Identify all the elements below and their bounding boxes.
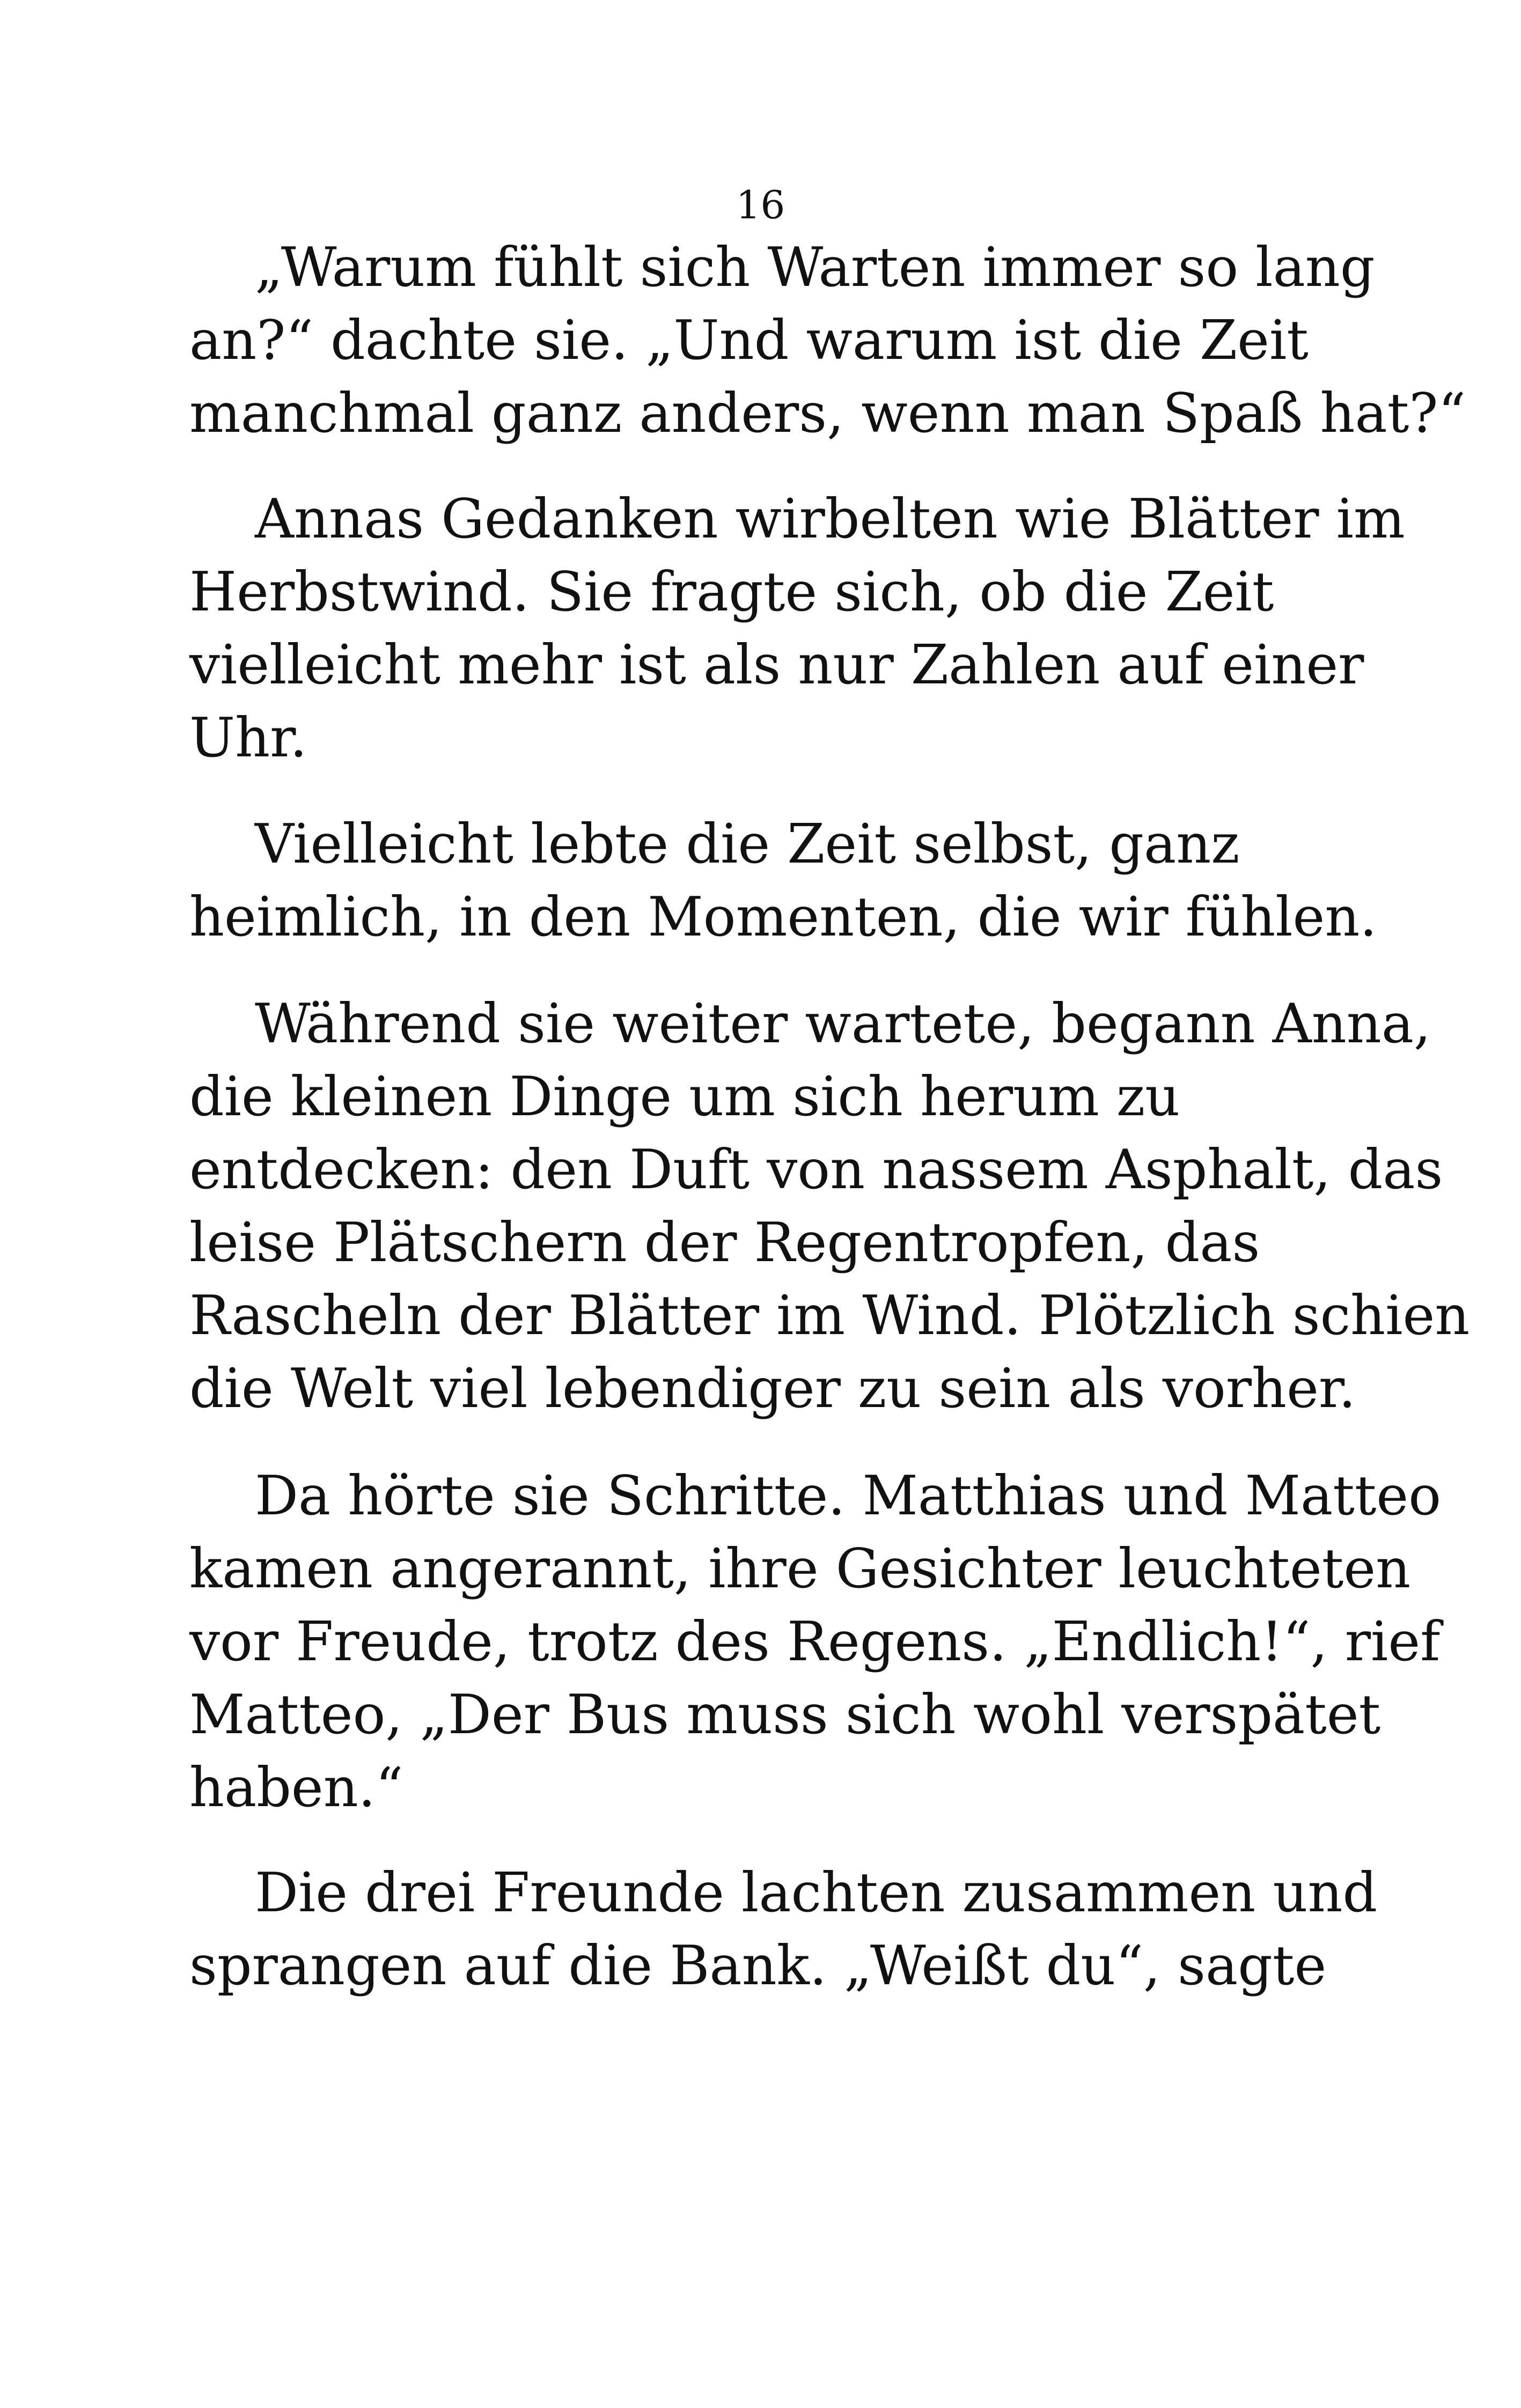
text-line: Vielleicht lebte die Zeit selbst, ganz (255, 812, 1240, 875)
text-line: die Welt viel lebendiger zu sein als vorher. (189, 1357, 1356, 1420)
text-line: vielleicht mehr ist als nur Zahlen auf einer (189, 633, 1364, 696)
paragraph-6 (189, 1856, 1504, 2002)
text-line: Die drei Freunde lachten zusammen und (255, 1861, 1378, 1924)
paragraph-2 (189, 482, 1504, 774)
text-line: „Warum fühlt sich Warten immer so lang (255, 235, 1375, 299)
text-line: Rascheln der Blätter im Wind. Plötzlich schien (189, 1284, 1470, 1347)
text-line: Da hörte sie Schritte. Matthias und Matteo (255, 1464, 1442, 1527)
text-line: Annas Gedanken wirbelten wie Blätter im (255, 487, 1405, 550)
text-line: die kleinen Dinge um sich herum zu (189, 1065, 1180, 1128)
text-line: vor Freude, trotz des Regens. „Endlich!“, rief (189, 1610, 1441, 1673)
text-line: an?“ dachte sie. „Und warum ist die Zeit (189, 308, 1309, 372)
text-line: entdecken: den Duft von nassem Asphalt, das (189, 1138, 1443, 1201)
page-number: 16 (736, 182, 785, 227)
text-line: kamen angerannt, ihre Gesichter leuchteten (189, 1537, 1411, 1600)
text-line: Herbstwind. Sie fragte sich, ob die Zeit (189, 560, 1274, 623)
paragraph-5 (189, 1459, 1504, 1824)
text-line: heimlich, in den Momenten, die wir fühlen. (189, 885, 1377, 948)
paragraph-4 (189, 987, 1504, 1425)
text-line: Während sie weiter wartete, begann Anna, (255, 992, 1431, 1055)
paragraph-3 (189, 807, 1504, 953)
text-line: haben.“ (189, 1756, 403, 1819)
text-line: leise Plätschern der Regentropfen, das (189, 1211, 1260, 1274)
text-line: manchmal ganz anders, wenn man Spaß hat?“ (189, 381, 1466, 445)
text-line: sprangen auf die Bank. „Weißt du“, sagte (189, 1934, 1327, 1997)
paragraph-1 (189, 231, 1504, 450)
text-line: Matteo, „Der Bus muss sich wohl verspätet (189, 1683, 1381, 1746)
text-line: Uhr. (189, 706, 307, 769)
